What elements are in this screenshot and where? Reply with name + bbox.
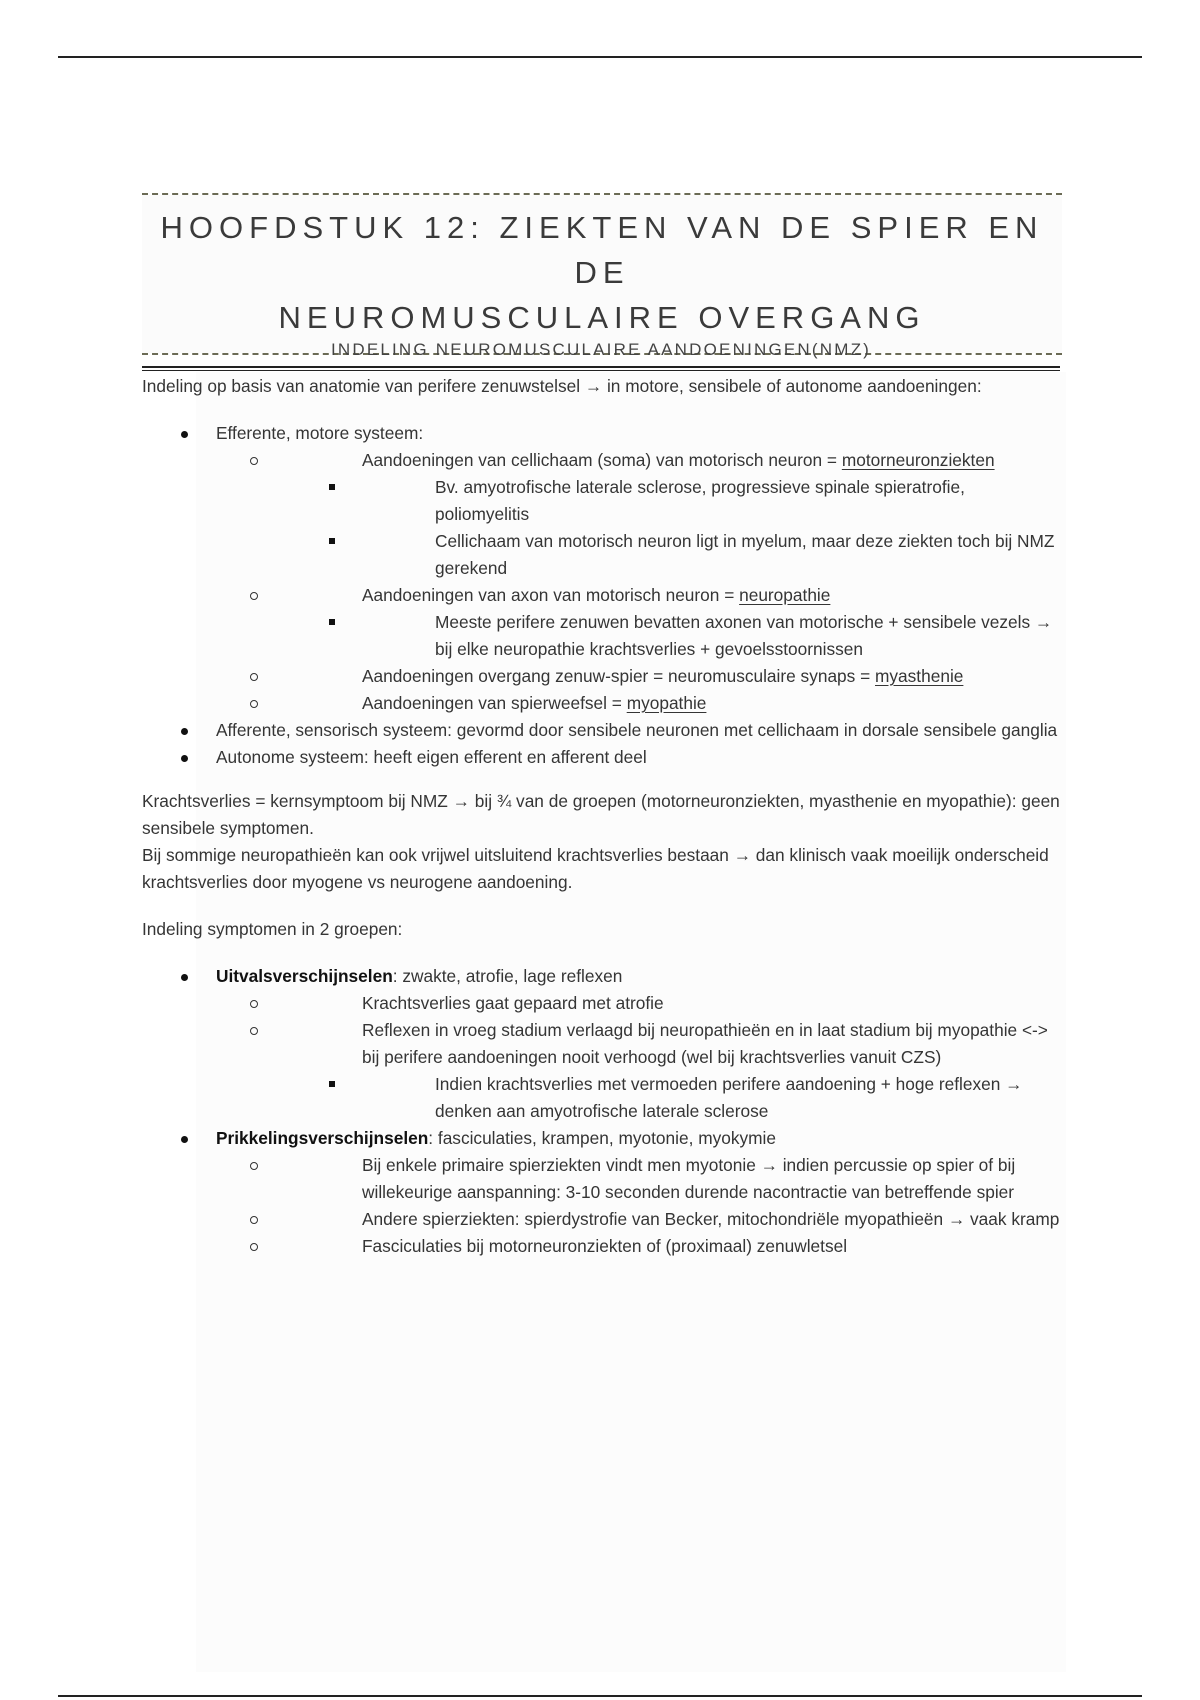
chapter-title-line-1: HOOFDSTUK 12: ZIEKTEN VAN DE SPIER EN DE: [160, 210, 1044, 290]
chapter-title-block: [142, 193, 1062, 355]
term-uitvalsverschijnselen: Uitvalsverschijnselen: [216, 966, 393, 986]
list-item: Krachtsverlies gaat gepaard met atrofie: [290, 990, 1062, 1017]
list-item: Fasciculaties bij motorneuronziekten of (proximaal) zenuwletsel: [290, 1233, 1062, 1260]
systems-list: [142, 420, 1062, 771]
list-item: Uitvalsverschijnselen: zwakte, atrofie, lage reflexen Krachtsverlies gaat gepaard met atrofie Reflexen in vroeg stadium verlaagd bij neuropathieën en in laat stadium bij myopathie <-> bij perifere aandoeningen nooit verhoogd (wel bij krachtsverlies vanuit CZS) Indien krachtsverlies met vermoeden perifere aandoening + hoge reflexen → denken aan amyotrofische laterale sclerose: [142, 963, 1062, 1125]
term-myopathie: myopathie: [626, 693, 707, 713]
list-item: Andere spierziekten: spierdystrofie van Becker, mitochondriële myopathieën → vaak kramp: [290, 1206, 1062, 1233]
efferent-label: Efferente, motore systeem:: [216, 423, 424, 443]
document-body: [142, 373, 1062, 1260]
term-motorneuronziekten: motorneuronziekten: [841, 450, 995, 470]
krachtsverlies-paragraph-2: Bij sommige neuropathieën kan ook vrijwel uitsluitend krachtsverlies bestaan → dan klinisch vaak moeilijk onderscheid krachtsverlies door myogene vs neurogene aandoening.: [142, 845, 1049, 892]
term-myasthenie: myasthenie: [875, 666, 964, 686]
list-item: [142, 420, 1062, 717]
page-top-rule: [58, 56, 1142, 58]
list-item: Aandoeningen van axon van motorisch neuron = neuropathie Meeste perifere zenuwen bevatten axonen van motorische + sensibele vezels → bij elke neuropathie krachtsverlies + gevoelsstoornissen: [290, 582, 1062, 663]
list-item: Bij enkele primaire spierziekten vindt men myotonie → indien percussie op spier of bij willekeurige aanspanning: 3-10 seconden durende nacontractie van betreffende spier: [290, 1152, 1062, 1206]
section-heading-block: [142, 340, 1060, 373]
list-item: Meeste perifere zenuwen bevatten axonen van motorische + sensibele vezels → bij elke neuropathie krachtsverlies + gevoelsstoornissen: [362, 609, 1062, 663]
term-prikkelingsverschijnselen: Prikkelingsverschijnselen: [216, 1128, 429, 1148]
chapter-title: [142, 195, 1062, 353]
symptoms-intro: Indeling symptomen in 2 groepen:: [142, 919, 403, 939]
list-item: Aandoeningen overgang zenuw-spier = neuromusculaire synaps = myasthenie: [290, 663, 1062, 690]
list-item: Prikkelingsverschijnselen: fasciculaties, krampen, myotonie, myokymie Bij enkele primaire spierziekten vindt men myotonie → indien percussie op spier of bij willekeurige aanspanning: 3-10 seconden durende nacontractie van betreffende spier Andere spierziekten: spierdystrofie van Becker, mitochondriële myopathieën → vaak kramp Fasciculaties bij motorneuronziekten of (proximaal) zenuwletsel: [142, 1125, 1062, 1260]
list-item: Bv. amyotrofische laterale sclerose, progressieve spinale spieratrofie, poliomyelitis: [362, 474, 1062, 528]
section-rule-thick: [142, 366, 1060, 368]
list-item: Aandoeningen van cellichaam (soma) van motorisch neuron = motorneuronziekten Bv. amyotrofische laterale sclerose, progressieve spinale spieratrofie, poliomyelitis Cellichaam van motorisch neuron ligt in myelum, maar deze ziekten toch bij NMZ gerekend: [290, 447, 1062, 582]
list-item: Indien krachtsverlies met vermoeden perifere aandoening + hoge reflexen → denken aan amyotrofische laterale sclerose: [362, 1071, 1062, 1125]
intro-paragraph: Indeling op basis van anatomie van perifere zenuwstelsel → in motore, sensibele of autonome aandoeningen:: [142, 376, 982, 396]
list-item: Autonome systeem: heeft eigen efferent en afferent deel: [142, 744, 1062, 771]
list-item: Cellichaam van motorisch neuron ligt in myelum, maar deze ziekten toch bij NMZ gerekend: [362, 528, 1062, 582]
page-bottom-rule: [58, 1695, 1142, 1697]
section-heading: INDELING NEUROMUSCULAIRE AANDOENINGEN(NMZ): [330, 340, 872, 359]
chapter-title-line-2: NEUROMUSCULAIRE OVERGANG: [278, 300, 926, 335]
symptoms-list: [142, 963, 1062, 1260]
term-neuropathie: neuropathie: [739, 585, 831, 605]
krachtsverlies-paragraph-1: Krachtsverlies = kernsymptoom bij NMZ → bij ¾ van de groepen (motorneuronziekten, myasthenie en myopathie): geen sensibele symptomen.: [142, 791, 1060, 838]
list-item: Reflexen in vroeg stadium verlaagd bij neuropathieën en in laat stadium bij myopathie <-> bij perifere aandoeningen nooit verhoogd (wel bij krachtsverlies vanuit CZS) Indien krachtsverlies met vermoeden perifere aandoening + hoge reflexen → denken aan amyotrofische laterale sclerose: [290, 1017, 1062, 1125]
list-item: Afferente, sensorisch systeem: gevormd door sensibele neuronen met cellichaam in dorsale sensibele ganglia: [142, 717, 1062, 744]
list-item: Aandoeningen van spierweefsel = myopathie: [290, 690, 1062, 717]
section-rule-thin: [142, 370, 1060, 371]
